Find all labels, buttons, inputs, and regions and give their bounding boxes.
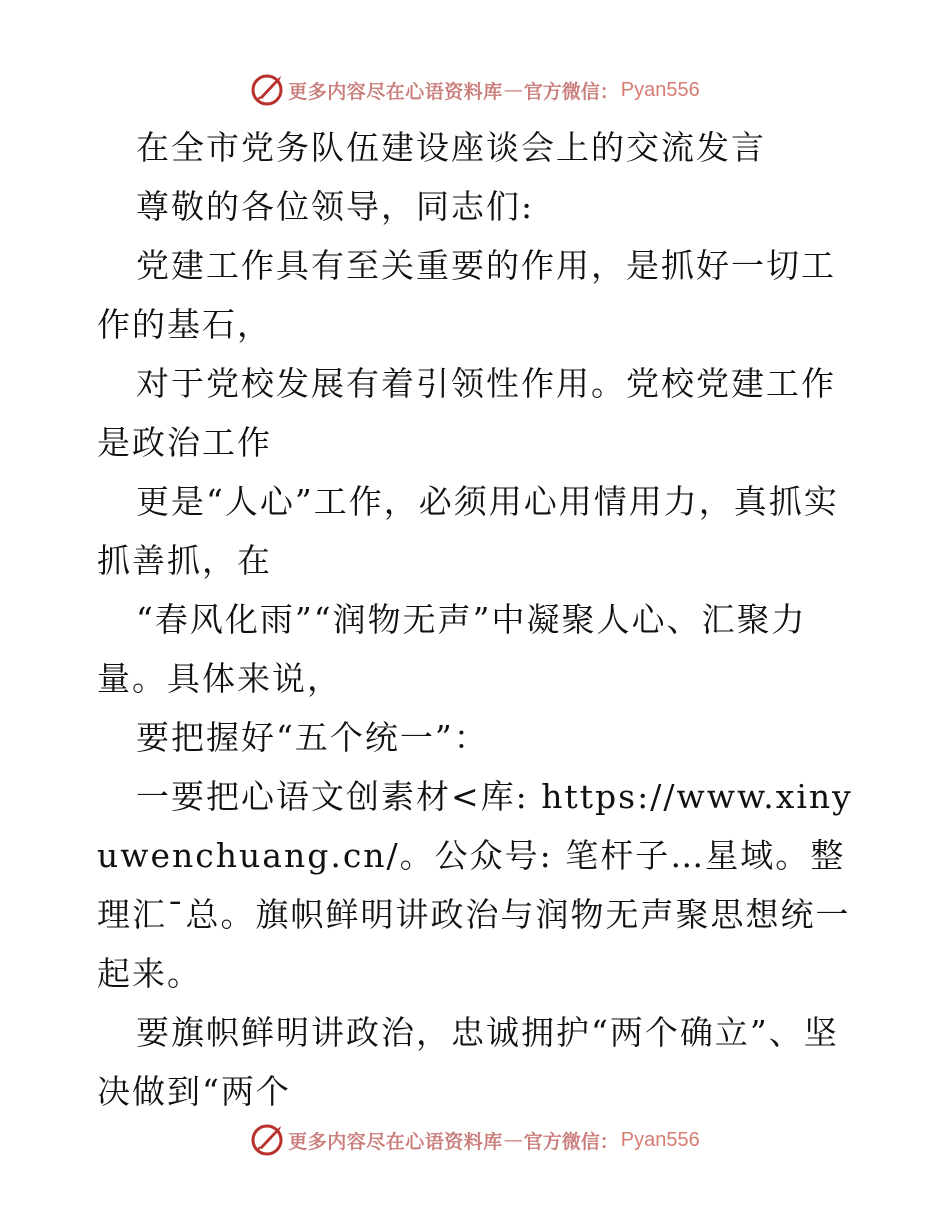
header-wechat-label: 官方微信： [523,80,619,103]
header-wechat-id: Pyan556 [620,78,700,101]
paragraph: 要把握好“五个统一”： [136,718,489,757]
footer-brand-text: 更多内容尽在心语资料库 [288,1130,503,1153]
salutation: 尊敬的各位领导，同志们: [136,187,535,226]
paragraph: 一要把心语文创素材<库: https://www.xinyuwenchuang.cn/。公众号: 笔杆子…星域。整理汇¯总。旗帜鲜明讲政治与润物无声聚思想统一起来。 [97,777,853,993]
paragraph: 更是“人心”工作，必须用心用情用力，真抓实抓善抓，在 [97,482,839,580]
header-dash: — [503,79,523,101]
paragraph: 党建工作具有至关重要的作用，是抓好一切工作的基石， [97,246,836,344]
quill-logo-icon [250,73,284,107]
footer-wechat-id: Pyan556 [620,1128,700,1151]
footer-wechat-label: 官方微信： [523,1130,619,1153]
footer-banner [0,1122,950,1158]
paragraph: 要旗帜鲜明讲政治，忠诚拥护“两个确立”、坚决做到“两个 [97,1013,839,1111]
document-title: 在全市党务队伍建设座谈会上的交流发言 [136,128,766,167]
header-brand-text: 更多内容尽在心语资料库 [288,80,503,103]
paragraph: 对于党校发展有着引领性作用。党校党建工作是政治工作 [97,364,836,462]
quill-logo-icon [250,1123,284,1157]
document-body [97,118,857,1121]
footer-dash: — [503,1129,523,1151]
paragraph: “春风化雨”“润物无声”中凝聚人心、汇聚力量。具体来说， [97,600,807,698]
header-banner [0,72,950,108]
